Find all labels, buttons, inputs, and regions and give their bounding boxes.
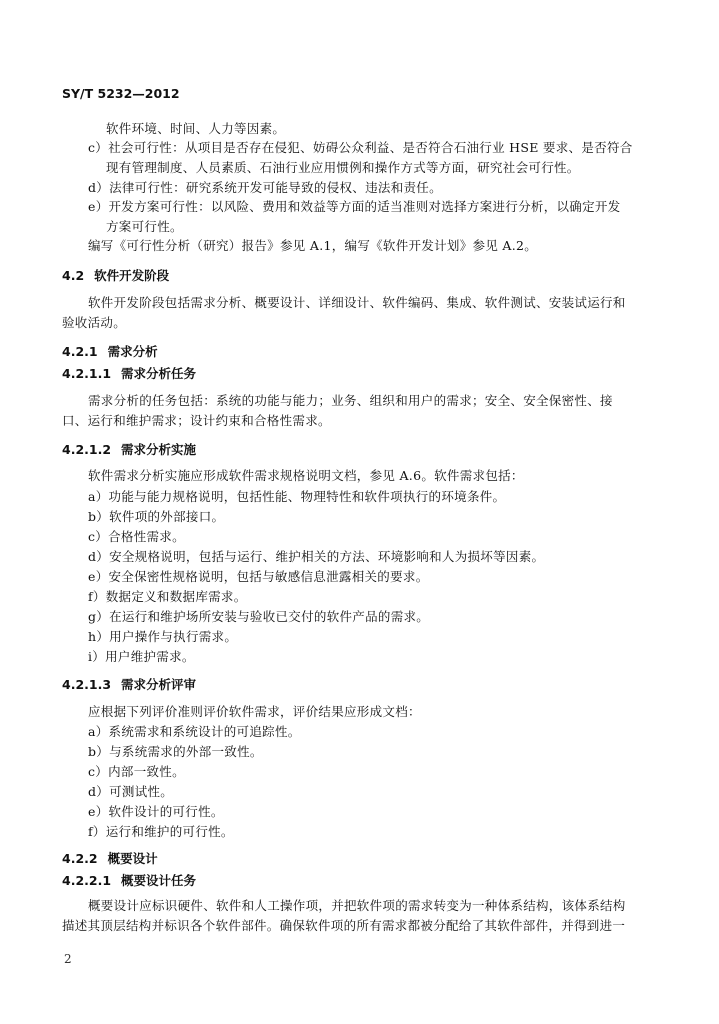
list-item: f）数据定义和数据库需求。 (88, 589, 247, 604)
list-item: e）软件设计的可行性。 (88, 804, 224, 819)
text-line: 需求分析的任务包括：系统的功能与能力；业务、组织和用户的需求；安全、安全保密性、接 (88, 393, 613, 408)
section-number: 4.2 (62, 268, 85, 283)
section-number: 4.2.1.3 (62, 677, 112, 692)
section-title: 需求分析评审 (121, 677, 197, 692)
list-item: e）开发方案可行性：以风险、费用和效益等方面的适当准则对选择方案进行分析，以确定开发 (88, 199, 621, 214)
section-title: 概要设计任务 (121, 873, 197, 888)
list-item: c）合格性需求。 (88, 529, 185, 544)
section-number: 4.2.1.2 (62, 442, 112, 457)
list-item: d）安全规格说明，包括与运行、维护相关的方法、环境影响和人为损坏等因素。 (88, 549, 545, 564)
list-item: b）软件项的外部接口。 (88, 509, 225, 524)
page-number: 2 (64, 952, 72, 966)
text-line: 编写《可行性分析（研究）报告》参见 A.1，编写《软件开发计划》参见 A.2。 (88, 238, 538, 253)
text-line: 软件环境、时间、人力等因素。 (106, 121, 286, 136)
text-line: 软件开发阶段包括需求分析、概要设计、详细设计、软件编码、集成、软件测试、安装试运行和 (88, 295, 626, 310)
section-title: 需求分析 (107, 344, 158, 359)
section-title: 需求分析任务 (121, 366, 197, 381)
list-item: c）社会可行性：从项目是否存在侵犯、妨碍公众利益、是否符合石油行业 HSE 要求、是否符合 (88, 140, 633, 155)
list-item: e）安全保密性规格说明，包括与敏感信息泄露相关的要求。 (88, 569, 429, 584)
list-item: b）与系统需求的外部一致性。 (88, 744, 263, 759)
list-item: d）法律可行性：研究系统开发可能导致的侵权、违法和责任。 (88, 180, 442, 195)
list-item: d）可测试性。 (88, 784, 174, 799)
section-heading (62, 851, 158, 867)
text-line: 现有管理制度、人员素质、石油行业应用惯例和操作方式等方面，研究社会可行性。 (106, 160, 580, 175)
section-title: 软件开发阶段 (94, 268, 170, 283)
list-item: a）功能与能力规格说明，包括性能、物理特性和软件项执行的环境条件。 (88, 489, 506, 504)
section-number: 4.2.1 (62, 344, 98, 359)
section-title: 概要设计 (107, 851, 158, 866)
text-line: 验收活动。 (62, 315, 127, 330)
section-heading (62, 442, 196, 458)
text-line: 口、运行和维护需求；设计约束和合格性需求。 (62, 413, 331, 428)
section-heading (62, 344, 158, 360)
section-heading (62, 366, 196, 382)
list-item: c）内部一致性。 (88, 764, 185, 779)
section-heading (62, 873, 196, 889)
list-item: i）用户维护需求。 (88, 649, 195, 664)
list-item: a）系统需求和系统设计的可追踪性。 (88, 724, 301, 739)
section-number: 4.2.1.1 (62, 366, 112, 381)
document-code: SY/T 5232—2012 (62, 86, 180, 101)
list-item: f）运行和维护的可行性。 (88, 824, 234, 839)
section-heading (62, 268, 169, 284)
list-item: h）用户操作与执行需求。 (88, 629, 238, 644)
section-number: 4.2.2 (62, 851, 98, 866)
text-line: 软件需求分析实施应形成软件需求规格说明文档，参见 A.6。软件需求包括： (88, 468, 524, 483)
section-title: 需求分析实施 (121, 442, 197, 457)
text-line: 方案可行性。 (106, 219, 183, 234)
text-line: 概要设计应标识硬件、软件和人工操作项，并把软件项的需求转变为一种体系结构，该体系结构 (88, 898, 626, 913)
text-line: 描述其顶层结构并标识各个软件部件。确保软件项的所有需求都被分配给了其软件部件，并得到进一 (62, 918, 626, 933)
text-line: 应根据下列评价准则评价软件需求，评价结果应形成文档： (88, 704, 421, 719)
section-number: 4.2.2.1 (62, 873, 112, 888)
section-heading (62, 677, 196, 693)
list-item: g）在运行和维护场所安装与验收已交付的软件产品的需求。 (88, 609, 430, 624)
